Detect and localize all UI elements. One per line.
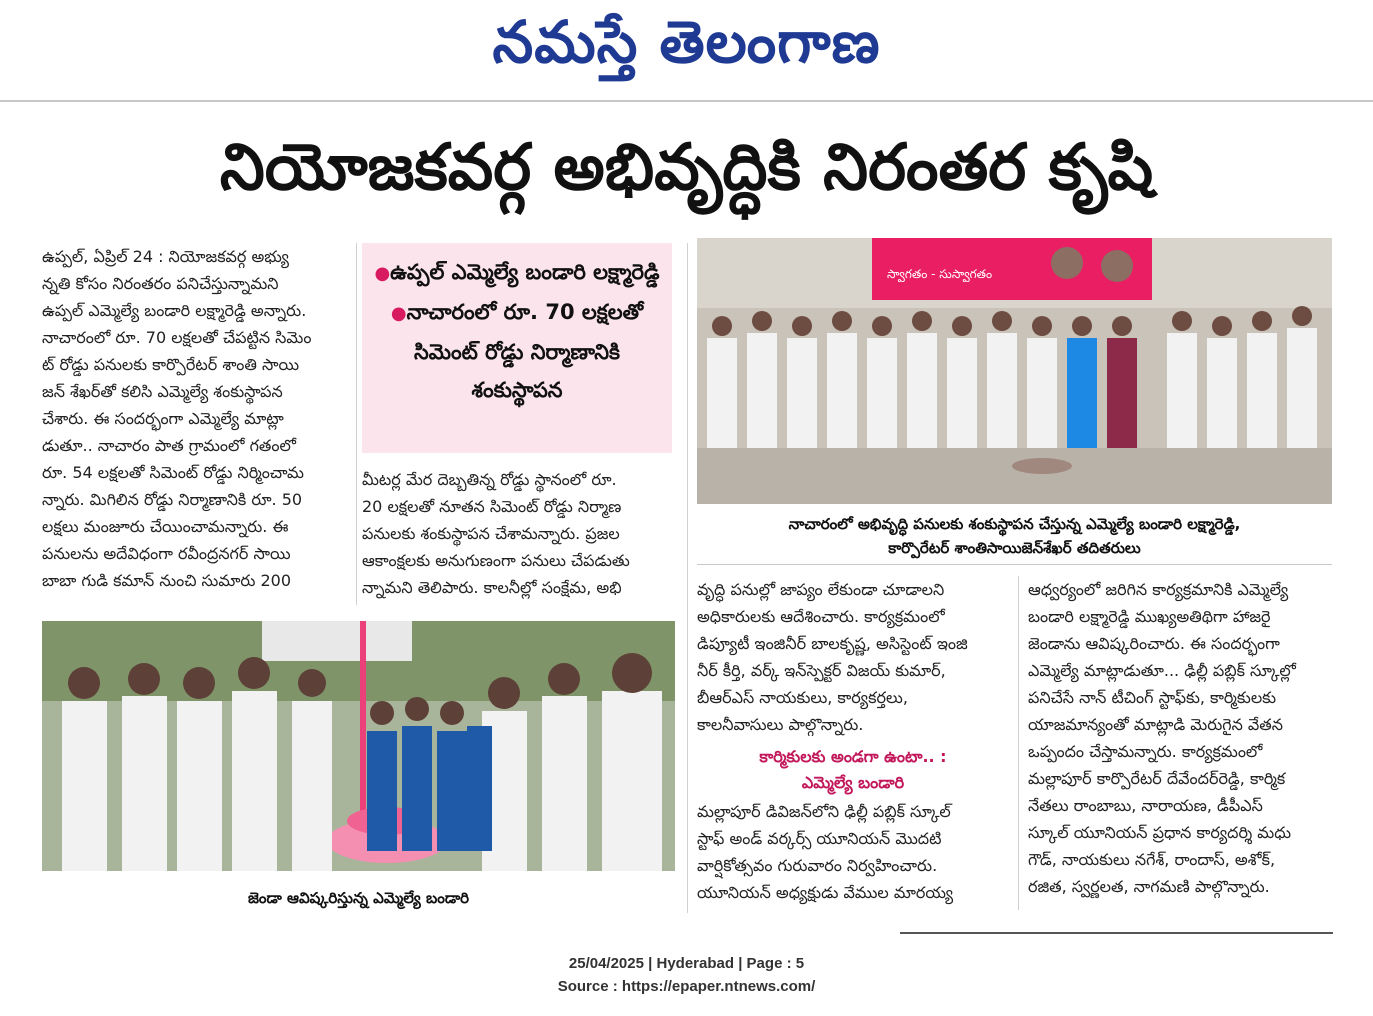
text-line: నాచారంలో రూ. 70 లక్షలతో చేపట్టిన సిమెం bbox=[42, 328, 312, 347]
text-line: ఆధ్వర్యంలో జరిగిన కార్యక్రమానికి ఎమ్మెల్యే bbox=[1028, 580, 1289, 599]
article-column-3 bbox=[697, 576, 1009, 742]
masthead bbox=[0, 0, 1373, 98]
footer-source-line: Source : https://epaper.ntnews.com/ bbox=[557, 978, 816, 995]
text-line: న్నతి కోసం నిరంతరం పనిచేస్తున్నామని bbox=[42, 274, 279, 293]
text-line: జన్ శేఖర్‌తో కలిసి ఎమ్మెల్యే శంకుస్థాపన bbox=[42, 382, 283, 401]
text-line: వృద్ధి పనుల్లో జాప్యం లేకుండా చూడాలని bbox=[697, 580, 945, 599]
text-line: లక్షలు మంజూరు చేయించామన్నారు. ఈ bbox=[42, 517, 289, 536]
text-line: మీటర్ల మేర దెబ్బతిన్న రోడ్డు స్థానంలో రూ. bbox=[362, 470, 617, 489]
highlight-item-2: ●నాచారంలో రూ. 70 లక్షలతో సిమెంట్ రోడ్డు నిర్మాణానికి శంకుస్థాపన bbox=[390, 300, 644, 402]
text-line: బండారి లక్ష్మారెడ్డి ముఖ్యఅతిథిగా హాజరై bbox=[1028, 607, 1271, 626]
text-line: ఎమ్మెల్యే మాట్లాడుతూ... ఢిల్లీ పబ్లిక్ స్కూల్లో bbox=[1028, 661, 1296, 680]
highlight-box bbox=[362, 243, 672, 453]
photo-foundation-ceremony bbox=[697, 238, 1332, 504]
article-column-3-continued bbox=[697, 798, 1009, 910]
column-divider bbox=[687, 243, 688, 913]
column-divider bbox=[1018, 576, 1019, 910]
bullet-icon: ● bbox=[374, 263, 391, 284]
article-column-4 bbox=[1028, 576, 1338, 910]
text-line: పనులను అదేవిధంగా రవీంద్రనగర్ సాయి bbox=[42, 544, 291, 563]
text-line: రజిత, స్వర్ణలత, నాగమణి పాల్గొన్నారు. bbox=[1028, 877, 1270, 896]
article-end-rule bbox=[900, 932, 1333, 934]
text-line: బాబా గుడి కమాన్ నుంచి సుమారు 200 bbox=[42, 571, 292, 590]
photo-2-caption: జెండా ఆవిష్కరిస్తున్న ఎమ్మెల్యే బండారి bbox=[247, 889, 470, 907]
bullet-icon: ● bbox=[390, 303, 407, 324]
text-line: ఉప్పల్ ఎమ్మెల్యే బండారి లక్ష్మారెడ్డి అన్నారు. bbox=[42, 301, 307, 320]
photo-flag-hoisting bbox=[42, 621, 675, 871]
text-line: ఆకాంక్షలకు అనుగుణంగా పనులు చేపడుతు bbox=[362, 551, 630, 570]
text-line: యూనియన్ అధ్యక్షుడు వేముల మారయ్య bbox=[697, 883, 954, 902]
banner-text: స్వాగతం - సుస్వాగతం bbox=[887, 267, 993, 281]
text-line: స్కూల్ యూనియన్ ప్రధాన కార్యదర్శి మధు bbox=[1028, 823, 1292, 842]
text-line: న్నామని తెలిపారు. కాలనీల్లో సంక్షేమ, అభి bbox=[362, 578, 622, 597]
article-column-1 bbox=[42, 243, 354, 605]
text-line: గౌడ్, నాయకులు నగేశ్, రాందాస్, అశోక్, bbox=[1028, 850, 1276, 869]
text-line: మల్లాపూర్ కార్పొరేటర్ దేవేందర్‌రెడ్డి, కార్మిక bbox=[1028, 769, 1286, 788]
text-line: వార్షికోత్సవం గురువారం నిర్వహించారు. bbox=[697, 856, 938, 875]
text-line: అధికారులకు ఆదేశించారు. కార్యక్రమంలో bbox=[697, 607, 945, 626]
text-line: పనిచేసే నాన్ టీచింగ్ స్టాఫ్‌కు, కార్మికులకు bbox=[1028, 688, 1277, 707]
text-line: స్టాఫ్ అండ్ వర్కర్స్ యూనియన్ మొదటి bbox=[697, 829, 942, 848]
caption-divider bbox=[697, 564, 1332, 565]
text-line: మల్లాపూర్ డివిజన్‌లోని ఢిల్లీ పబ్లిక్ స్కూల్ bbox=[697, 802, 951, 821]
text-line: రూ. 54 లక్షలతో సిమెంట్ రోడ్డు నిర్మించామ bbox=[42, 463, 304, 482]
text-line: జెండాను ఆవిష్కరించారు. ఈ సందర్భంగా bbox=[1028, 634, 1280, 653]
photo-1-caption: నాచారంలో అభివృద్ధి పనులకు శంకుస్థాపన చేస్తున్న ఎమ్మెల్యే బండారి లక్ష్మారెడ్డి, కార్పొరేటర్ శాంతిసాయిజెన్‌శేఖర్ తదితరులు bbox=[788, 515, 1241, 557]
text-line: ఉప్పల్, ఏప్రిల్ 24 : నియోజకవర్గ అభ్యు bbox=[42, 247, 289, 266]
sub-headline: కార్మికులకు అండగా ఉంటా.. : ఎమ్మెల్యే బండారి bbox=[759, 747, 947, 792]
text-line: డుతూ.. నాచారం పాత గ్రామంలో గతంలో bbox=[42, 436, 296, 455]
text-line: న్నారు. మిగిలిన రోడ్డు నిర్మాణానికి రూ. 50 bbox=[42, 490, 303, 509]
text-line: నీర్ కీర్తి, వర్క్ ఇన్‌స్పెక్టర్ విజయ్ కుమార్, bbox=[697, 661, 946, 680]
text-line: డిప్యూటీ ఇంజినీర్ బాలకృష్ణ, అసిస్టెంట్ ఇంజి bbox=[697, 634, 968, 653]
masthead-divider bbox=[0, 100, 1373, 102]
text-line: ఒప్పందం చేస్తామన్నారు. కార్యక్రమంలో bbox=[1028, 742, 1263, 761]
text-line: చేశారు. ఈ సందర్భంగా ఎమ్మెల్యే మాట్లా bbox=[42, 409, 284, 428]
text-line: 20 లక్షలతో నూతన సిమెంట్ రోడ్డు నిర్మాణ bbox=[362, 497, 622, 516]
text-line: పనులకు శంకుస్థాపన చేశామన్నారు. ప్రజల bbox=[362, 524, 620, 543]
text-line: నేతలు రాంబాబు, నారాయణ, డీపీఎస్ bbox=[1028, 796, 1263, 815]
text-line: యాజమాన్యంతో మాట్లాడి మెరుగైన వేతన bbox=[1028, 715, 1283, 734]
text-line: ట్ రోడ్డు పనులకు కార్పొరేటర్ శాంతి సాయి bbox=[42, 355, 300, 374]
footer-date-line: 25/04/2025 | Hyderabad | Page : 5 bbox=[568, 955, 805, 972]
highlight-item-1: ●ఉప్పల్ ఎమ్మెల్యే బండారి లక్ష్మారెడ్డి bbox=[374, 260, 660, 284]
newspaper-logo: నమస్తే తెలంగాణ bbox=[492, 7, 881, 76]
column-divider bbox=[356, 243, 357, 605]
text-line: బీఆర్ఎస్ నాయకులు, కార్యకర్తలు, bbox=[697, 688, 908, 707]
article-column-2 bbox=[362, 466, 674, 606]
text-line: కాలనీవాసులు పాల్గొన్నారు. bbox=[697, 715, 864, 734]
article-headline: నియోజకవర్గ అభివృద్ధికి నిరంతర కృషి bbox=[219, 131, 1154, 205]
